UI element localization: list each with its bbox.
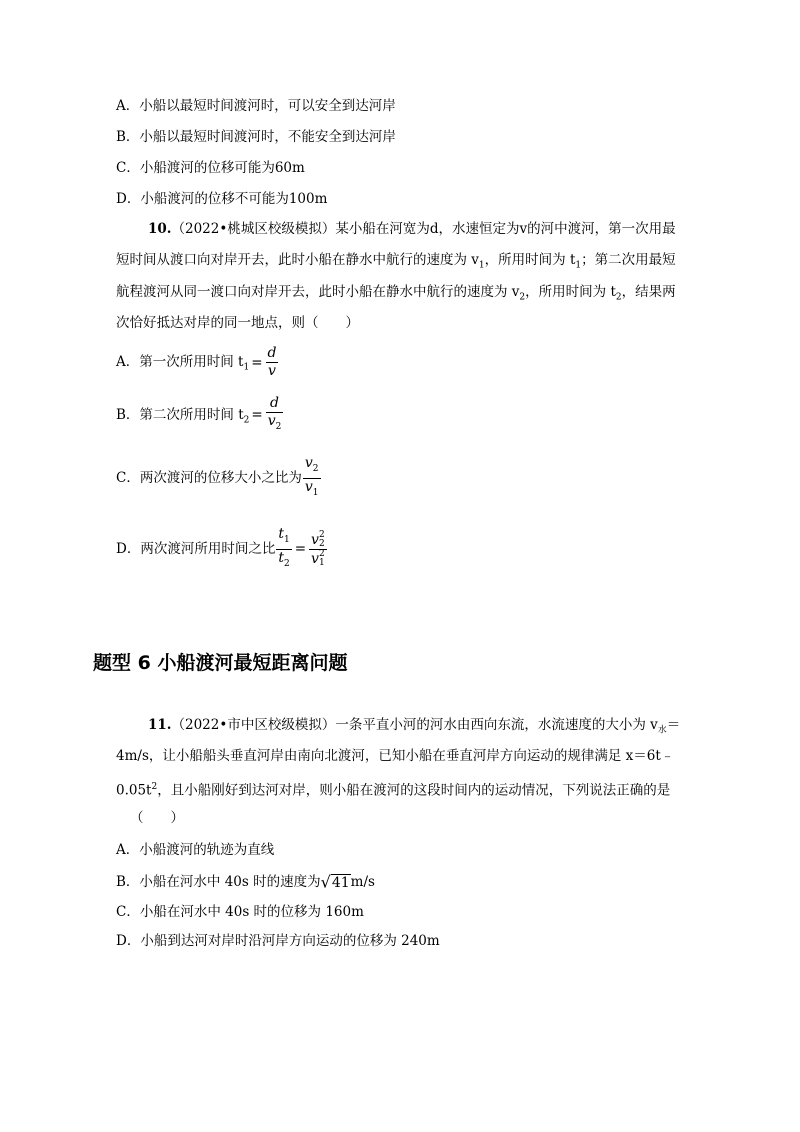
q11-option-c: C．小船在河水中 40s 时的位移为 160m: [116, 904, 364, 920]
fraction: $\frac{v_2}{v_1}$: [304, 455, 319, 498]
q10-number: 10.: [148, 221, 172, 237]
fraction: $\frac{d}{v}$: [267, 345, 277, 379]
fraction: $\frac{d}{v_2}$: [267, 395, 282, 432]
q10-stem-line-1: 10.（2022•桃城区校级模拟）某小船在河宽为d，水速恒定为v的河中渡河，第一次用最: [148, 221, 676, 237]
q11-option-d: D．小船到达河对岸时沿河岸方向运动的位移为 240m: [116, 933, 440, 949]
q9-option-c: C．小船渡河的位移可能为60m: [116, 160, 305, 176]
q11-option-b: B．小船在河水中 40s 时的速度为√41m/s: [116, 869, 375, 896]
square-root: √41: [320, 872, 350, 892]
q11-stem-line-4: （ ）: [130, 810, 184, 826]
q9-option-d: D．小船渡河的位移不可能为100m: [116, 191, 328, 207]
q10-stem-line-2: 短时间从渡口向对岸开去，此时小船在静水中航行的速度为 $v_1$，所用时间为 $t_1$；第二次用最短: [116, 252, 676, 271]
q11-stem-line-1: 11.（2022•市中区校级模拟）一条平直小河的河水由西向东流，水流速度的大小为 $v_水=$: [148, 717, 681, 736]
q10-stem-line-4: 次恰好抵达对岸的同一地点，则（ ）: [116, 315, 359, 331]
fraction-right: v 2 2 v 2 1: [311, 529, 325, 568]
q10-option-d: D．两次渡河所用时间之比 $\frac{t_1}{t_2}$ = v 2 2 v 2 1: [116, 526, 328, 573]
q11-option-a: A．小船渡河的轨迹为直线: [116, 842, 275, 858]
q10-option-a: A．第一次所用时间 $t_1$ = $\frac{d}{v}$: [116, 345, 277, 379]
q10-option-c: C．两次渡河的位移大小之比为 $\frac{v_2}{v_1}$: [116, 455, 322, 502]
q10-stem-line-3: 航程渡河从同一渡口向对岸开去，此时小船在静水中航行的速度为 $v_2$，所用时间为 $t_2$，结果两: [116, 284, 676, 303]
q11-number: 11.: [148, 717, 172, 733]
fraction-left: $\frac{t_1}{t_2}$: [278, 526, 290, 569]
section-heading: 题型 6 小船渡河最短距离问题: [93, 652, 348, 674]
q11-stem-line-2: 4m/s，让小船船头垂直河岸由南向北渡河，已知小船在垂直河岸方向运动的规律满足 x＝6t﹣: [116, 748, 675, 764]
q10-option-b: B．第二次所用时间 $t_2$ = $\frac{d}{v_2}$: [116, 395, 284, 439]
q11-stem-line-3: $0.05t^2$，且小船刚好到达河对岸，则小船在渡河的这段时间内的运动情况，下列说法正确的是: [116, 782, 671, 799]
q9-option-a: A．小船以最短时间渡河时，可以安全到达河岸: [116, 98, 396, 114]
q9-option-b: B．小船以最短时间渡河时，不能安全到达河岸: [116, 129, 396, 145]
